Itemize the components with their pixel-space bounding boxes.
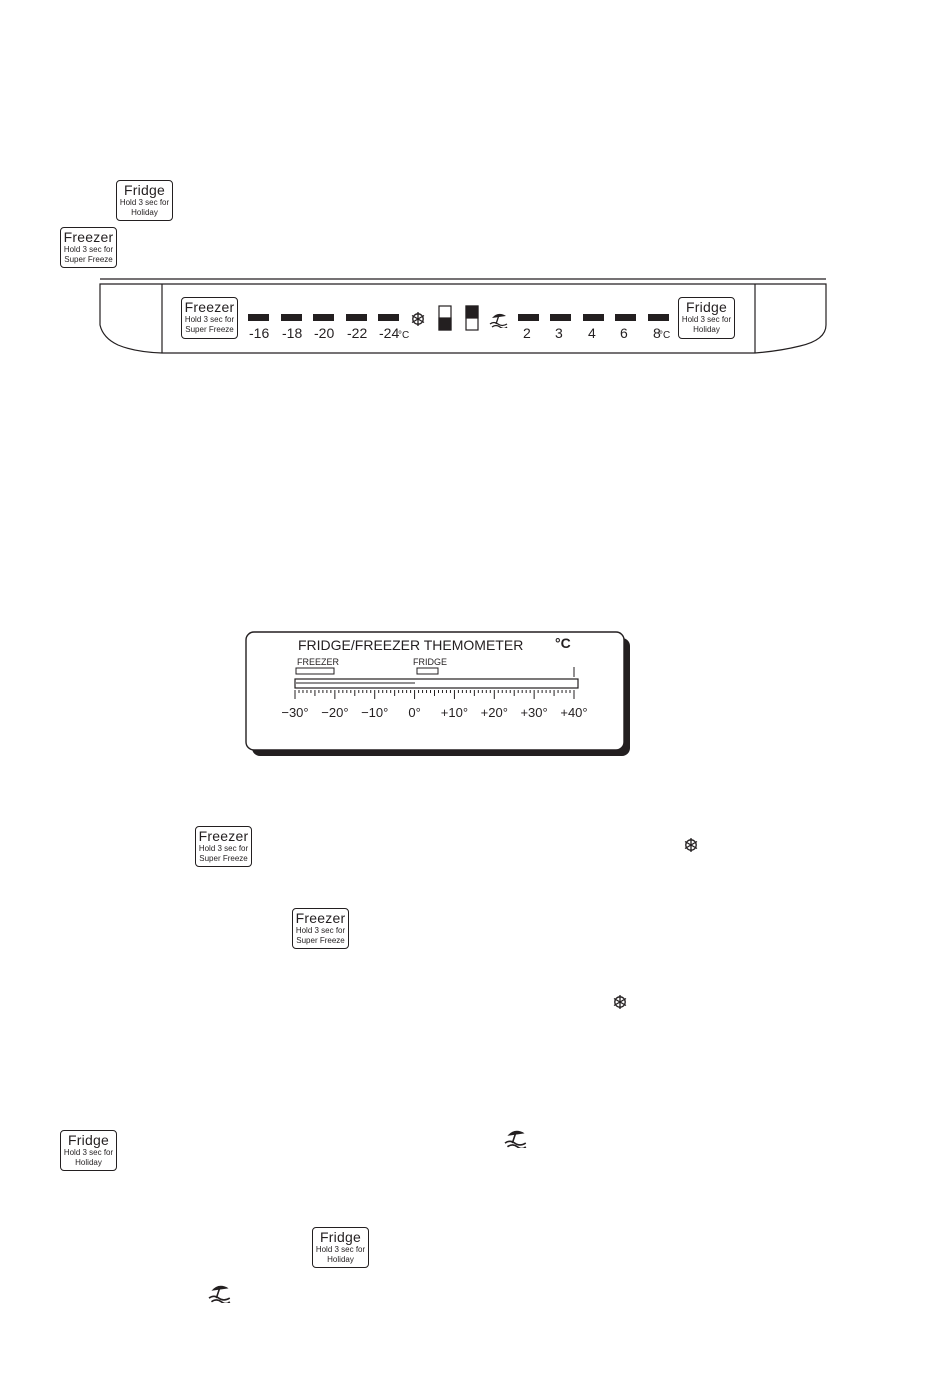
freezer-temp-label: -16	[249, 325, 270, 341]
freezer-temp-label: -22	[347, 325, 368, 341]
freezer-button-sub1: Hold 3 sec for	[295, 926, 346, 935]
freezer-button-sub1: Hold 3 sec for	[63, 245, 114, 254]
snowflake-icon	[612, 994, 628, 1010]
fridge-temp-label: 2	[523, 325, 531, 341]
freezer-temp-label: -18	[282, 325, 303, 341]
fridge-scale-label: FRIDGE	[413, 657, 448, 667]
freezer-button-sub2: Super Freeze	[296, 936, 345, 945]
freezer-button-title: Freezer	[63, 229, 114, 245]
fridge-button-sub1: Hold 3 sec for	[315, 1245, 366, 1254]
freezer-button-sub2: Super Freeze	[64, 255, 113, 264]
fridge-temp-label: 6	[620, 325, 628, 341]
beach-umbrella-icon	[502, 1126, 530, 1148]
thermometer-unit: °C	[555, 635, 571, 651]
fridge-button-sub2: Holiday	[327, 1255, 354, 1264]
thermometer-scale-label: +20°	[480, 705, 508, 720]
freezer-button-title: Freezer	[295, 910, 346, 926]
freezer-scale-label: FREEZER	[297, 657, 340, 667]
fridge-temp-label: 8	[653, 325, 661, 341]
fridge-button-sub2: Holiday	[693, 325, 720, 334]
fridge-button-title: Fridge	[124, 182, 165, 198]
thermometer-scale-label: +30°	[520, 705, 548, 720]
freezer-temp-label: -24	[379, 325, 400, 341]
freezer-button-sub2: Super Freeze	[199, 854, 248, 863]
fridge-button-title: Fridge	[68, 1132, 109, 1148]
fridge-button-sub1: Hold 3 sec for	[681, 315, 732, 324]
freezer-button-sub1: Hold 3 sec for	[198, 844, 249, 853]
fridge-button-sub1: Hold 3 sec for	[63, 1148, 114, 1157]
thermometer-scale-label: −30°	[281, 705, 309, 720]
fridge-temp-label: 3	[555, 325, 563, 341]
thermometer-scale-label: +40°	[560, 705, 588, 720]
fridge-button-title: Fridge	[686, 299, 727, 315]
freezer-button-3[interactable]	[292, 908, 349, 949]
fridge-button-sub1: Hold 3 sec for	[119, 198, 170, 207]
fridge-button-sub2: Holiday	[75, 1158, 102, 1167]
snowflake-icon	[683, 837, 699, 853]
thermometer-scale-label: −10°	[361, 705, 389, 720]
freezer-button-title: Freezer	[198, 828, 249, 844]
fridge-temp-unit: °C	[659, 330, 671, 341]
freezer-button-title: Freezer	[184, 299, 235, 315]
thermometer-scale-label: 0°	[408, 705, 421, 720]
thermometer-scale-label: +10°	[440, 705, 469, 720]
freezer-button-sub2: Super Freeze	[185, 325, 234, 334]
fridge-button-sub2: Holiday	[131, 208, 158, 217]
thermometer-title: FRIDGE/FREEZER THEMOMETER	[298, 637, 524, 653]
freezer-temp-label: -20	[314, 325, 335, 341]
thermometer-scale-label: −20°	[321, 705, 349, 720]
freezer-button-sub1: Hold 3 sec for	[184, 315, 235, 324]
beach-umbrella-icon	[206, 1281, 234, 1303]
fridge-button-2[interactable]	[60, 1130, 117, 1171]
freezer-button-2[interactable]	[195, 826, 252, 867]
fridge-temp-label: 4	[588, 325, 596, 341]
fridge-button-3[interactable]	[312, 1227, 369, 1268]
fridge-button-title: Fridge	[320, 1229, 361, 1245]
freezer-temp-unit: °C	[398, 330, 410, 341]
